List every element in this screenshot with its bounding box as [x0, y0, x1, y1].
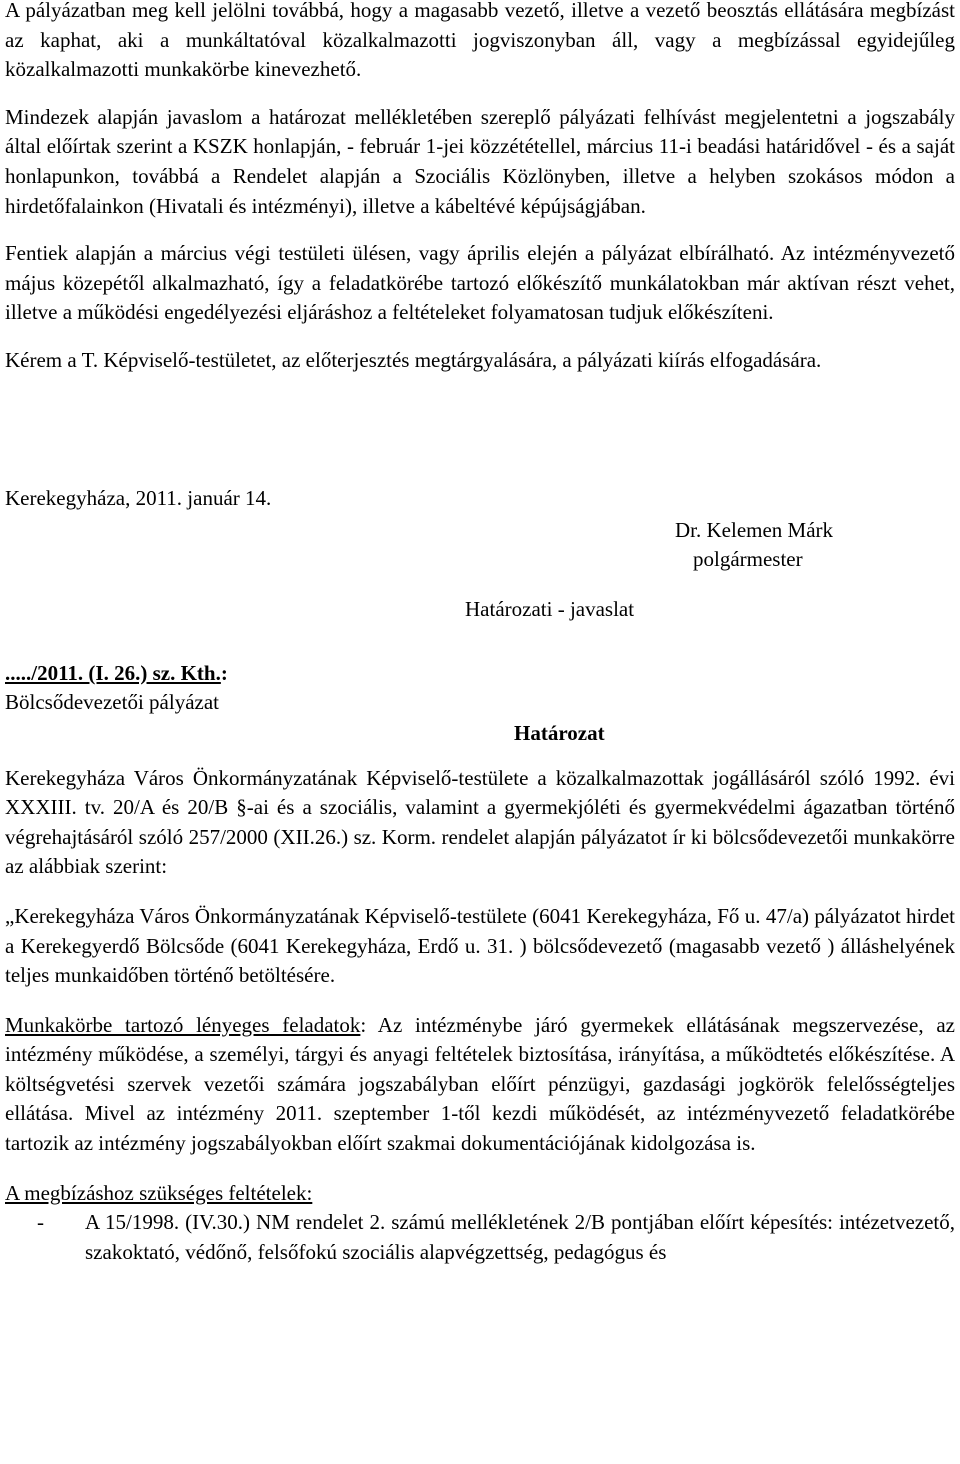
paragraph-resolution-intro: Kerekegyháza Város Önkormányzatának Képviselő-testülete a közalkalmazottak jogállásáról szóló 1992. évi XXXIII. tv. 20/A és 20/B §-ai és a szociális, valamint a gyermekjóléti és gyermekvédelmi ágazatban történő végrehajtásáról szóló 257/2000 (XII.26.) sz. Korm. rendelet alapján pályázatot ír ki bölcsődevezetői munkakörre az alábbiak szerint: [5, 765, 955, 879]
signoff-block [5, 484, 955, 764]
resolution-number [5, 659, 228, 689]
requirements-list [5, 1208, 955, 1267]
signer-name: Dr. Kelemen Márk [675, 517, 834, 542]
resolution-number-suffix: : [220, 660, 228, 685]
paragraph-eligibility: A pályázatban meg kell jelölni továbbá, hogy a magasabb vezető, illetve a vezető beosztás ellátására megbízást az kaphat, aki a munkáltatóval közalkalmazotti jogviszonyban áll, vagy a megbízással egyidejűleg közalkalmazotti munkakörbe kinevezhető. [5, 0, 955, 82]
document-page [5, 0, 955, 1267]
resolution-number-text: ...../2011. (I. 26.) sz. Kth. [5, 660, 221, 685]
paragraph-publication: Mindezek alapján javaslom a határozat mellékletében szereplő pályázati felhívást megjelentetni a jogszabály által előírtak szerint a KSZK honlapján, - február 1-jei közzététellel, március 11-i beadási határidővel - és a saját honlapunkon, továbbá a Rendelet alapján a Szociális Közlönyben, illetve a helyben szokásos módon a hirdetőfalainkon (Hivatali és intézményi), illetve a kábeltévé képújságjában. [5, 104, 955, 218]
list-bullet: - [37, 1210, 44, 1235]
paragraph-announcement: „Kerekegyháza Város Önkormányzatának Képviselő-testülete (6041 Kerekegyháza, Fő u. 47/a) pályázatot hirdet a Kerekegyerdő Bölcsőde (6041 Kerekegyháza, Erdő u. 31. ) bölcsődevezető (magasabb vezető ) álláshelyének teljes munkaidőben történő betöltésére. [5, 903, 955, 988]
proposal-label: Határozati - javaslat [465, 596, 635, 621]
requirements-heading: A megbízáshoz szükséges feltételek: [5, 1180, 313, 1205]
paragraph-timeline: Fentiek alapján a március végi testületi ülésen, vagy április elején a pályázat elbírálható. Az intézményvezető május közepétől alkalmazható, így a feladatkörébe tartozó előkészítő munkálatokban már aktívan részt vehet, illetve a működési engedélyezési eljáráshoz a feltételeket folyamatosan tudjuk előkészíteni. [5, 241, 955, 325]
resolution-heading: Határozat [514, 720, 605, 745]
paragraph-request: Kérem a T. Képviselő-testületet, az előterjesztés megtárgyalására, a pályázati kiírás elfogadására. [5, 347, 822, 372]
list-item-text: A 15/1998. (IV.30.) NM rendelet 2. számú mellékletének 2/B pontjában előírt képesítés: intézetvezető, szakoktató, védőnő, felsőfokú szociális alapvégzettség, pedagógus és [85, 1210, 955, 1264]
place-date: Kerekegyháza, 2011. január 14. [5, 485, 272, 510]
duties-label: Munkakörbe tartozó lényeges feladatok [5, 1012, 361, 1037]
resolution-body [5, 764, 955, 1268]
list-item [5, 1208, 955, 1267]
paragraph-duties [5, 1011, 955, 1159]
resolution-subject: Bölcsődevezetői pályázat [5, 689, 219, 714]
signer-title: polgármester [693, 546, 803, 571]
duties-colon: : [360, 1012, 367, 1037]
duties-text: Az intézménybe járó gyermekek ellátásának megszervezése, az intézmény működése, a személyi, tárgyi és anyagi feltételek biztosítása, irányítása, a működtetés előkészítése. A költségvetési szervek vezetői számára jogszabályban előírt pénzügyi, gazdasági jogkörök felelősségteljes ellátása. Mivel az intézmény 2011. szeptember 1-től kezdi működését, az intézményvezető feladatkörébe tartozik az intézmény jogszabályokban előírt szakmai dokumentációjának kidolgozása is. [5, 1012, 955, 1156]
